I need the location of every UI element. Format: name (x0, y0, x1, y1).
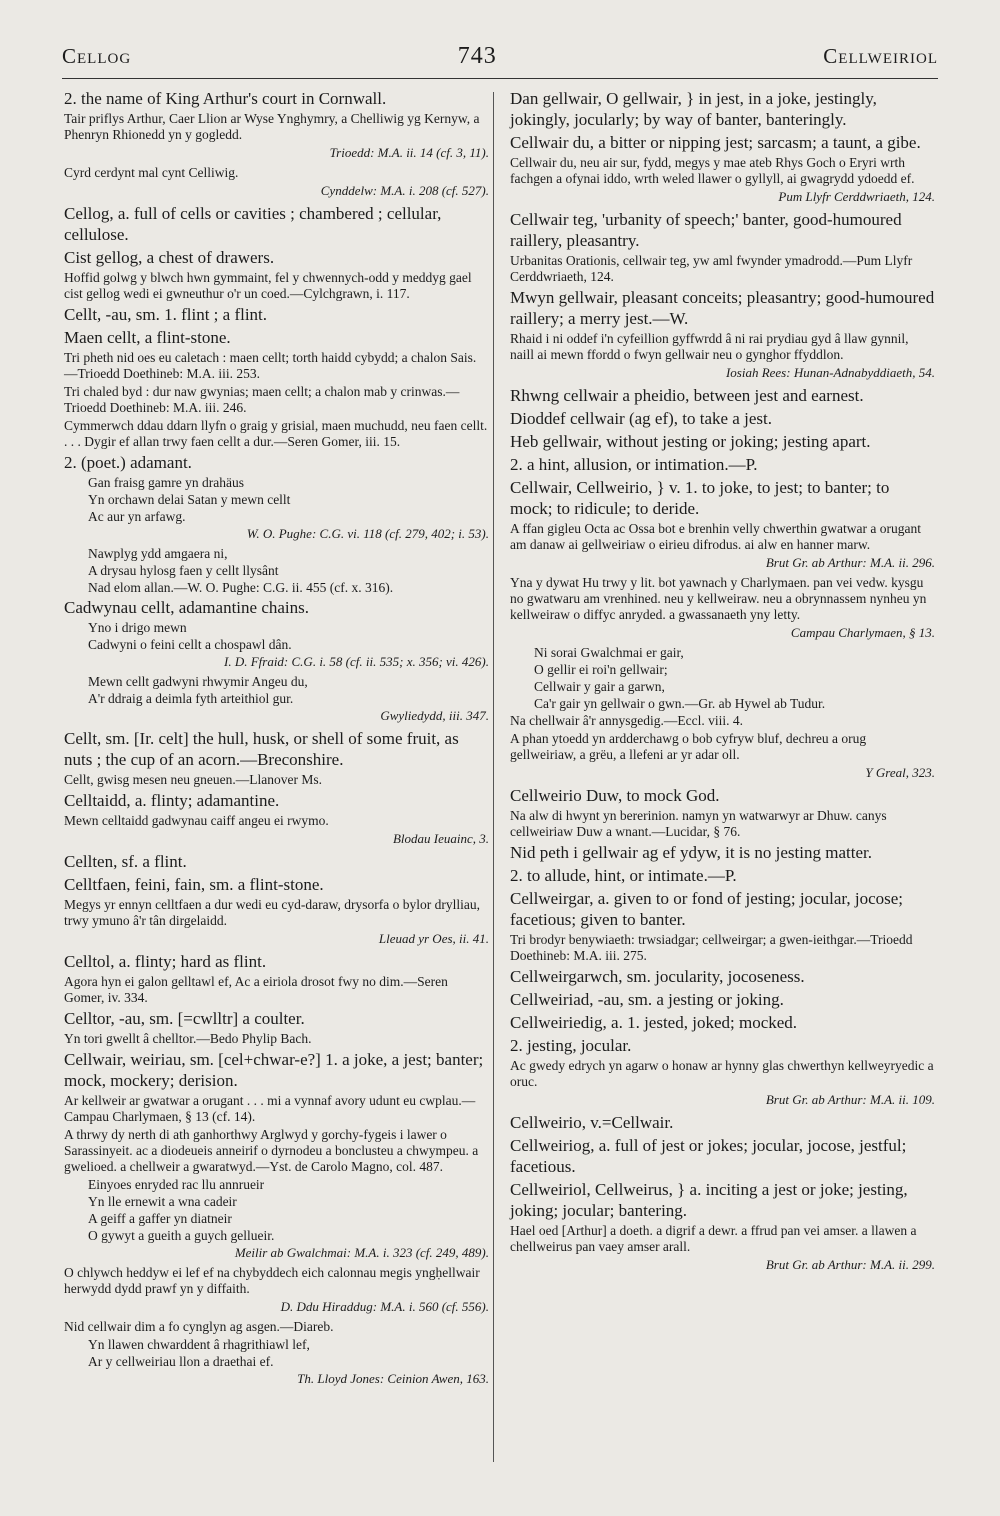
citation-text: O chlywch heddyw ei lef ef na chybyddech eich calonnau megis yngḥellwair herwydd dydd prawf yn y diffaith. (64, 1265, 480, 1296)
entry-text: 2. the name of King Arthur's court in Cornwall. (64, 89, 387, 108)
citation-source: Brut Gr. ab Arthur: M.A. ii. 299. (765, 1257, 935, 1272)
entry-text: Cellwair, weiriau, sm. [cel+chwar-e?] 1. a joke, a jest; banter; mock, mockery; derision. (64, 1050, 484, 1090)
citation-source: Trioedd: M.A. ii. 14 (cf. 3, 11). (329, 145, 489, 160)
entry-text: Celltfaen, feini, fain, sm. a flint-stone. (64, 875, 324, 894)
entry-text: Rhwng cellwair a pheidio, between jest and earnest. (510, 386, 864, 405)
verse-line: Ar y cellweiriau llon a draethai ef. (88, 1354, 274, 1369)
citation-source: Campau Charlymaen, § 13. (790, 625, 935, 640)
entry-text: Cellwair, Cellweirio, } v. 1. to joke, to jest; to banter; to mock; to ridicule; to deride. (510, 478, 890, 518)
citation-text: Yna y dywat Hu trwy y lit. bot yawnach y Charlymaen. pan vei vedw. kysgu no gwatwaru am vrenhined. neu y kellweiraw. neu a obrynnassem nynheu yn kellweiraw o diffyc anryded. a gwassanaeth yny letty. (510, 575, 927, 622)
header-rule (62, 78, 938, 79)
citation-text: Ac gwedy edrych yn agarw o honaw ar hynny glas chwerthyn kellweyryedic a oruc. (510, 1058, 934, 1089)
citation-source: Brut Gr. ab Arthur: M.A. ii. 296. (765, 555, 935, 570)
column-divider (493, 92, 494, 1462)
citation-text: Tair priflys Arthur, Caer Llion ar Wyse Ynghymry, a Chelliwig yg Kernyw, a Phenryn Rhionedd yn y gogledd. (64, 111, 480, 142)
verse-line: Mewn cellt gadwyni rhwymir Angeu du, (88, 674, 308, 689)
citation-source: Th. Lloyd Jones: Ceinion Awen, 163. (297, 1371, 489, 1386)
citation-text: Cellt, gwisg mesen neu gneuen.—Llanover Ms. (64, 772, 322, 787)
entry-text: Maen cellt, a flint-stone. (64, 328, 231, 347)
verse-line: A geiff a gaffer yn diatneir (88, 1211, 232, 1226)
entry-text: Cist gellog, a chest of drawers. (64, 248, 275, 267)
entry-text: Cellwair teg, 'urbanity of speech;' banter, good-humoured raillery, pleasantry. (510, 210, 902, 250)
running-header (62, 38, 938, 74)
entry-text: Cellweiriad, -au, sm. a jesting or joking. (510, 990, 784, 1009)
citation-text: Mewn celltaidd gadwynau caiff angeu ei rwymo. (64, 813, 329, 828)
verse-line: O gellir ei roi'n gellwair; (534, 662, 668, 677)
verse-line: Yn llawen chwarddent â rhagrithiawl lef, (88, 1337, 310, 1352)
citation-source: Blodau Ieuainc, 3. (392, 831, 489, 846)
citation-text: Rhaid i ni oddef i'n cyfeillion gyffwrdd â ni rai prydiau gyd â llaw gynnil, naill ai mewn ffordd o fwyn gellwair neu o gynghor ffyddlon. (510, 331, 909, 362)
verse-line: O gywyt a gueith a guych gellueir. (88, 1228, 275, 1243)
citation-text: Hoffid golwg y blwch hwn gymmaint, fel y chwennych-odd y meddyg gael cist gellog wedi ei gwneuthur o'r un coed.—Cylchgrawn, i. 117. (64, 270, 472, 301)
page-number: 743 (457, 42, 497, 69)
verse-line: Yn orchawn delai Satan y mewn cellt (88, 492, 291, 507)
citation-text: Ar kellweir ar gwatwar a orugant . . . mi a vynnaf avory udunt eu cwplau.—Campau Charlymaen, § 13 (cf. 14). (64, 1093, 476, 1124)
entry-text: Celltol, a. flinty; hard as flint. (64, 952, 267, 971)
citation-source: Meilir ab Gwalchmai: M.A. i. 323 (cf. 249, 489). (234, 1245, 489, 1260)
entry-text: Cellweirgar, a. given to or fond of jesting; jocular, jocose; facetious; given to banter. (510, 889, 904, 929)
citation-text: Cymmerwch ddau ddarn llyfn o graig y grisial, maen muchudd, neu faen cellt. . . . Dygir ef allan trwy faen cellt a dur.—Seren Gomer, iii. 15. (64, 418, 488, 449)
entry-text: Heb gellwair, without jesting or joking; jesting apart. (510, 432, 871, 451)
header-right-guide-word: Cellweiriol (823, 43, 938, 68)
entry-text: Cellten, sf. a flint. (64, 852, 187, 871)
entry-text: Nid peth i gellwair ag ef ydyw, it is no jesting matter. (510, 843, 872, 862)
verse-line: A drysau hylosg faen y cellt llysânt (88, 563, 279, 578)
verse-line: A'r ddraig a deimla fyth arteithiol gur. (88, 691, 294, 706)
verse-line: Cadwyni o feini cellt a chospawl dân. (88, 637, 292, 652)
entry-text: Cellwair du, a bitter or nipping jest; sarcasm; a taunt, a gibe. (510, 133, 921, 152)
entry-text: Cellt, sm. [Ir. celt] the hull, husk, or shell of some fruit, as nuts ; the cup of an acorn.—Breconshire. (64, 729, 459, 769)
citation-text: A ffan gigleu Octa ac Ossa bot e brenhin velly chwerthin gwatwar a orugant am danaw ai gellweiriaw o eirieu difrodus. ai alw en hanner marw. (510, 521, 921, 552)
entry-text: Dioddef cellwair (ag ef), to take a jest. (510, 409, 772, 428)
citation-source: Iosiah Rees: Hunan-Adnabyddiaeth, 54. (725, 365, 935, 380)
citation-source: D. Ddu Hiraddug: M.A. i. 560 (cf. 556). (280, 1299, 489, 1314)
entry-text: Mwyn gellwair, pleasant conceits; pleasantry; good-humoured raillery; a merry jest.—W. (510, 288, 935, 328)
citation-text: Nid cellwair dim a fo cynglyn ag asgen.—Diareb. (64, 1319, 334, 1334)
entry-text: Cadwynau cellt, adamantine chains. (64, 598, 309, 617)
left-column (64, 88, 489, 1391)
verse-line: Ac aur yn arfawg. (88, 509, 186, 524)
entry-text: Cellweirgarwch, sm. jocularity, jocoseness. (510, 967, 805, 986)
citation-source: I. D. Ffraid: C.G. i. 58 (cf. ii. 535; x. 356; vi. 426). (223, 654, 489, 669)
verse-line: Cellwair y gair a garwn, (534, 679, 665, 694)
citation-text: Agora hyn ei galon gelltawl ef, Ac a eiriola drosot fwy no dim.—Seren Gomer, iv. 334. (64, 974, 448, 1005)
entry-text: 2. jesting, jocular. (510, 1036, 632, 1055)
citation-text: Cellwair du, neu air sur, fydd, megys y mae ateb Rhys Goch o Eryri wrth fachgen a ofynai iddo, wrth weled llawer o gyllyll, ai gwagrydd ydoedd ef. (510, 155, 915, 186)
citation-text: Na chellwair â'r annysgedig.—Eccl. viii. 4. (510, 713, 743, 728)
citation-text: Na alw di hwynt yn bererinion. namyn yn watwarwyr ar Dhuw. canys cellweiriaw Duw a wnant.—Lucidar, § 76. (510, 808, 887, 839)
citation-source: Y Greal, 323. (865, 765, 935, 780)
verse-line: Ni sorai Gwalchmai er gair, (534, 645, 684, 660)
entry-text: 2. a hint, allusion, or intimation.—P. (510, 455, 758, 474)
citation-source: Pum Llyfr Cerddwriaeth, 124. (778, 189, 935, 204)
entry-text: Cellweirio, v.=Cellwair. (510, 1113, 674, 1132)
citation-source: Lleuad yr Oes, ii. 41. (378, 931, 489, 946)
entry-text: 2. to allude, hint, or intimate.—P. (510, 866, 737, 885)
entry-text: Cellog, a. full of cells or cavities ; chambered ; cellular, cellulose. (64, 204, 442, 244)
citation-text: A thrwy dy nerth di ath ganhorthwy Arglwyd y gorchy-fygeis i lawer o Sarassinyeit. ac a diodeueis anneirif o dyrnodeu a bonclusteu a chwympeu. a gwelioed. a chellweir a gwaratwyd.—Yst. de Carolo Magno, col. 487. (64, 1127, 479, 1174)
verse-line: Nad elom allan.—W. O. Pughe: C.G. ii. 455 (cf. x. 316). (88, 580, 394, 595)
entry-text: Cellt, -au, sm. 1. flint ; a flint. (64, 305, 268, 324)
entry-text: Celltaidd, a. flinty; adamantine. (64, 791, 280, 810)
citation-text: A phan ytoedd yn ardderchawg o bob cyfryw bluf, dechreu a orug gellweiriaw, a grëu, a llefeni ar yr adar oll. (510, 731, 867, 762)
entry-text: Cellweirio Duw, to mock God. (510, 786, 720, 805)
citation-source: Brut Gr. ab Arthur: M.A. ii. 109. (765, 1092, 935, 1107)
entry-text: Dan gellwair, O gellwair, } in jest, in a joke, jestingly, jokingly, jocularly; by way of banter, banteringly. (510, 89, 877, 129)
verse-line: Gan fraisg gamre yn drahäus (88, 475, 244, 490)
citation-source: Gwyliedydd, iii. 347. (380, 708, 489, 723)
verse-line: Yn lle ernewit a wna cadeir (88, 1194, 237, 1209)
citation-text: Tri brodyr benywiaeth: trwsiadgar; cellweirgar; a gwen-ieithgar.—Trioedd Doethineb: M.A. iii. 275. (510, 932, 913, 963)
citation-text: Tri chaled byd : dur naw gwynias; maen cellt; a chalon mab y crinwas.—Trioedd Doethineb: M.A. iii. 246. (64, 384, 460, 415)
header-left-guide-word: Cellog (62, 43, 132, 68)
entry-text: 2. (poet.) adamant. (64, 453, 192, 472)
right-column (510, 88, 935, 1277)
citation-text: Yn tori gwellt â chelltor.—Bedo Phylip Bach. (64, 1031, 312, 1046)
citation-source: W. O. Pughe: C.G. vi. 118 (cf. 279, 402; i. 53). (246, 526, 489, 541)
verse-line: Einyoes enryded rac llu annrueir (88, 1177, 265, 1192)
citation-text: Cyrd cerdynt mal cynt Celliwig. (64, 165, 239, 180)
verse-line: Ca'r gair yn gellwair o gwn.—Gr. ab Hywel ab Tudur. (534, 696, 826, 711)
verse-line: Yno i drigo mewn (88, 620, 187, 635)
citation-text: Megys yr ennyn celltfaen a dur wedi eu cyd-daraw, drysorfa o bylor drylliau, trwy ymuno â'r tân dirgelaidd. (64, 897, 480, 928)
citation-source: Cynddelw: M.A. i. 208 (cf. 527). (320, 183, 489, 198)
entry-text: Celltor, -au, sm. [=cwlltr] a coulter. (64, 1009, 305, 1028)
entry-text: Cellweiriog, a. full of jest or jokes; jocular, jocose, jestful; facetious. (510, 1136, 907, 1176)
citation-text: Urbanitas Orationis, cellwair teg, yw aml fwynder ymadrodd.—Pum Llyfr Cerddwriaeth, 124. (510, 253, 913, 284)
entry-text: Cellweiriol, Cellweirus, } a. inciting a jest or joke; jesting, joking; jocular; bantering. (510, 1180, 908, 1220)
citation-text: Tri pheth nid oes eu caletach : maen cellt; torth haidd cybydd; a chalon Sais.—Trioedd Doethineb: M.A. iii. 253. (64, 350, 477, 381)
entry-text: Cellweiriedig, a. 1. jested, joked; mocked. (510, 1013, 798, 1032)
verse-line: Nawplyg ydd amgaera ni, (88, 546, 228, 561)
citation-text: Hael oed [Arthur] a doeth. a digrif a dewr. a ffrud pan vei amser. a llawen a chellweirus pan vaey amser arall. (510, 1223, 917, 1254)
